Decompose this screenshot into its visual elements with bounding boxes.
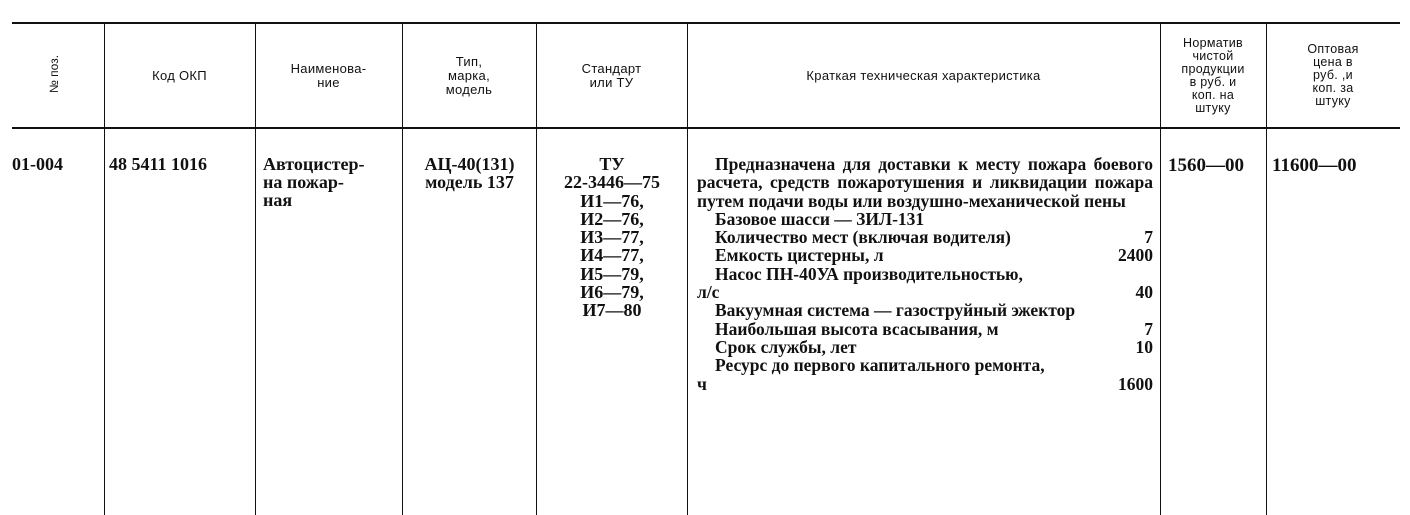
spec-resource-value: ч 1600	[697, 373, 1153, 394]
spec-tank-capacity: Емкость цистерны, л 2400	[715, 245, 1153, 266]
header-bottom-rule	[12, 127, 1400, 129]
header-price: Оптовая цена в руб. ,и коп. за штуку	[1307, 42, 1359, 108]
spec-vacuum-system: Вакуумная система — газоструйный эжектор	[715, 300, 1076, 321]
header-characteristics: Краткая техническая характеристика	[806, 67, 1041, 83]
row-name: Автоцистер- на пожар- ная	[263, 154, 365, 210]
row-characteristics	[697, 155, 1153, 393]
header-standard: Стандарт или ТУ	[581, 60, 642, 90]
row-pos: 01-004	[12, 154, 63, 174]
header-okp-code: Код ОКП	[152, 67, 207, 83]
header-pos: № поз.	[47, 54, 61, 94]
header-type: Тип, марка, модель	[445, 53, 493, 97]
row-okp-code: 48 5411 1016	[109, 154, 208, 174]
row-price-value: 11600—00	[1272, 155, 1357, 176]
spec-service-life: Срок службы, лет 10	[715, 336, 1153, 357]
spec-seats: Количество мест (включая водителя) 7	[715, 227, 1153, 248]
header-norm: Норматив чистой продукции в руб. и коп. на штуку	[1181, 35, 1245, 115]
row-norm-value: 1560—00	[1168, 155, 1244, 176]
spec-resource-label: Ресурс до первого капитального ремонта,	[715, 355, 1045, 376]
purpose-text: Предназначена для доставки к месту пожара боевого расчета, средств пожаротушения и ликвидации пожара путем подачи воды или воздушно-механической пены	[697, 154, 1153, 211]
row-type: АЦ-40(131) модель 137	[424, 154, 515, 192]
spec-pump-value: л/с 40	[697, 282, 1153, 303]
spec-pump-label: Насос ПН-40УА производительностью,	[715, 263, 1023, 284]
spec-suction-height: Наибольшая высота всасывания, м 7	[715, 318, 1153, 339]
header-name: Наименова- ние	[290, 61, 367, 90]
row-standard: ТУ 22-3446—75 И1—76, И2—76, И3—77, И4—77, И5—79, И6—79, И7—80	[564, 154, 660, 321]
spec-chassis: Базовое шасси — ЗИЛ-131	[715, 208, 925, 229]
